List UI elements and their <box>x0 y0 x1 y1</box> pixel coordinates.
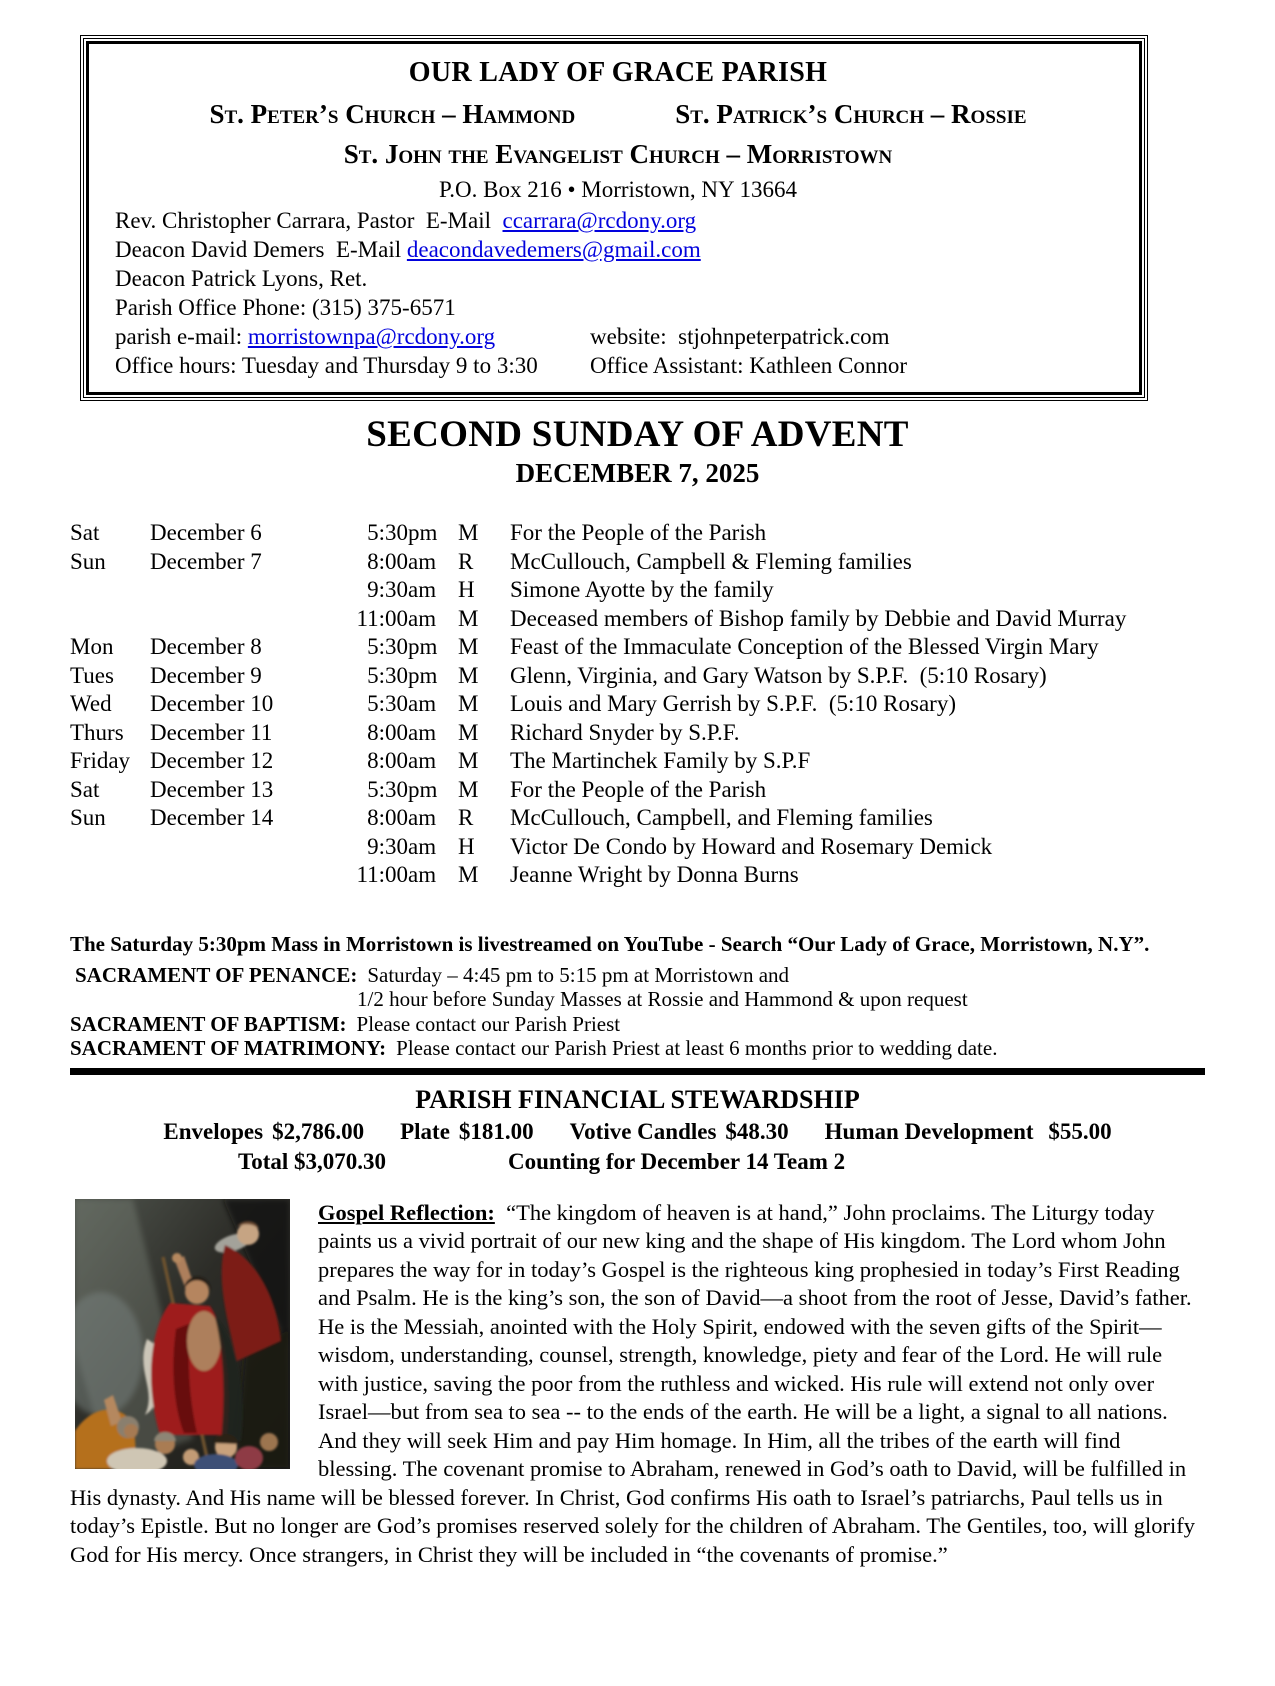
financial-total-label: Total <box>238 1148 289 1174</box>
mass-day: Sun <box>70 548 106 574</box>
mass-date <box>150 605 330 634</box>
mass-schedule-row <box>70 804 1205 833</box>
mass-meridiem: am <box>408 805 437 830</box>
mass-time: 8:00 <box>367 748 408 773</box>
mass-church-code: R <box>458 548 474 574</box>
parish-address: P.O. Box 216 • Morristown, NY 13664 <box>439 177 797 202</box>
mass-church-code: H <box>458 577 475 602</box>
mass-meridiem: pm <box>408 520 438 545</box>
mass-schedule-row <box>70 690 1205 719</box>
mass-time: 9:30 <box>367 833 408 859</box>
mass-schedule-row <box>70 833 1205 862</box>
mass-intention: Feast of the Immaculate Conception of the Blessed Virgin Mary <box>510 634 1099 659</box>
hours-assistant-row <box>115 351 1121 380</box>
mass-intention: Richard Snyder by S.P.F. <box>510 719 740 745</box>
mass-intention: Louis and Mary Gerrish by S.P.F. (5:10 Rosary) <box>510 691 956 716</box>
pastor-email-link[interactable]: ccarrara@rcdony.org <box>502 208 697 233</box>
penance-row <box>70 963 1205 988</box>
mass-time: 5:30 <box>367 776 408 802</box>
mass-date: December 12 <box>150 748 274 773</box>
mass-schedule-row <box>70 719 1205 748</box>
deacon-line <box>115 235 1121 264</box>
mass-meridiem: am <box>408 862 437 887</box>
mass-time: 8:00 <box>367 805 408 830</box>
church-morristown: St. John the Evangelist Church – Morristown <box>343 139 893 169</box>
john-the-baptist-preaching-painting <box>75 1199 290 1469</box>
mass-date: December 8 <box>150 634 262 659</box>
financial-item-human-dev <box>825 1117 1112 1147</box>
mass-meridiem: am <box>408 605 437 631</box>
financial-item-label: Human Development <box>824 1118 1034 1144</box>
financial-item-envelopes <box>163 1117 364 1147</box>
livestream-note: The Saturday 5:30pm Mass in Morristown is livestreamed on YouTube - Search “Our Lady of Grace, Morristown, N.Y”. <box>70 931 1150 956</box>
mass-schedule-row <box>70 633 1205 662</box>
mass-day: Wed <box>70 691 112 716</box>
mass-day: Sat <box>70 520 100 545</box>
mass-church-code: M <box>458 691 479 716</box>
mass-date: December 14 <box>150 805 274 830</box>
parish-header-box <box>80 35 1148 401</box>
penance-text-2: 1/2 hour before Sunday Masses at Rossie and Hammond & upon request <box>357 987 968 1011</box>
deacon-ret-line: Deacon Patrick Lyons, Ret. <box>115 266 368 291</box>
sacraments-section <box>70 963 1205 1061</box>
financial-item-value: $48.30 <box>725 1118 789 1144</box>
mass-intention: Simone Ayotte by the family <box>510 577 774 602</box>
mass-schedule-row <box>70 747 1205 776</box>
office-hours-text: Office hours: Tuesday and Thursday 9 to 3:30 <box>115 353 538 378</box>
office-phone-line: Parish Office Phone: (315) 375-6571 <box>115 295 456 320</box>
office-assistant-text: Office Assistant: Kathleen Connor <box>590 353 908 378</box>
parish-title: OUR LADY OF GRACE PARISH <box>408 57 828 88</box>
mass-date: December 7 <box>150 548 262 574</box>
financial-total <box>70 1147 386 1177</box>
mass-date <box>150 833 330 862</box>
mass-meridiem: pm <box>408 662 438 688</box>
mass-date <box>150 576 330 605</box>
mass-date: December 9 <box>150 662 262 688</box>
mass-time: 9:30 <box>367 577 408 602</box>
header-border-mid <box>83 38 1145 398</box>
mass-day: Friday <box>70 748 131 773</box>
mass-time: 5:30 <box>367 662 408 688</box>
parish-email-label: parish e-mail: <box>115 324 248 349</box>
section-divider-rule <box>70 1068 1205 1075</box>
mass-meridiem: am <box>408 577 437 602</box>
sunday-title: SECOND SUNDAY OF ADVENT <box>366 414 909 455</box>
mass-date: December 13 <box>150 776 274 802</box>
mass-time: 8:00 <box>367 548 408 574</box>
mass-schedule-row <box>70 861 1205 890</box>
penance-label: SACRAMENT OF PENANCE: <box>75 962 358 987</box>
mass-church-code: M <box>458 719 479 745</box>
financial-title: PARISH FINANCIAL STEWARDSHIP <box>415 1084 860 1114</box>
mass-time: 8:00 <box>367 719 408 745</box>
mass-day <box>70 605 150 634</box>
mass-intention: Glenn, Virginia, and Gary Watson by S.P.F. (5:10 Rosary) <box>510 662 1047 688</box>
mass-church-code: M <box>458 776 479 802</box>
mass-church-code: H <box>458 833 475 859</box>
parish-email-line <box>115 322 590 351</box>
mass-day <box>70 861 150 890</box>
financial-item-value: $2,786.00 <box>272 1118 365 1144</box>
website-text: website: stjohnpeterpatrick.com <box>590 324 890 349</box>
mass-date: December 11 <box>150 719 273 745</box>
bulletin-page <box>0 35 1275 1569</box>
gospel-reflection-section <box>70 1199 1205 1570</box>
mass-church-code: M <box>458 605 479 631</box>
mass-church-code: M <box>458 862 479 887</box>
mass-church-code: M <box>458 634 479 659</box>
church-names-row <box>115 94 1121 134</box>
matrimony-label: SACRAMENT OF MATRIMONY: <box>70 1036 387 1060</box>
mass-day: Sat <box>70 776 100 802</box>
mass-intention: The Martinchek Family by S.P.F <box>510 748 811 773</box>
mass-day <box>70 833 150 862</box>
mass-day: Tues <box>70 662 114 688</box>
financial-total-value: $3,070.30 <box>294 1148 387 1174</box>
mass-church-code: M <box>458 520 479 545</box>
mass-day <box>70 576 150 605</box>
financial-item-value: $181.00 <box>458 1118 534 1144</box>
mass-date <box>150 861 330 890</box>
mass-intention: For the People of the Parish <box>510 520 767 545</box>
mass-day: Thurs <box>70 719 124 745</box>
sunday-date: DECEMBER 7, 2025 <box>515 458 760 488</box>
mass-church-code: R <box>458 805 474 830</box>
mass-meridiem: am <box>408 691 437 716</box>
penance-text: Saturday – 4:45 pm to 5:15 pm at Morristown and <box>367 962 790 987</box>
mass-meridiem: am <box>408 748 437 773</box>
mass-date: December 10 <box>150 691 274 716</box>
pastor-line <box>115 206 1121 235</box>
deacon-name: Deacon David Demers E-Mail <box>115 237 407 262</box>
mass-intention: Deceased members of Bishop family by Debbie and David Murray <box>510 605 1127 631</box>
mass-schedule-row <box>70 605 1205 634</box>
deacon-email-link[interactable]: deacondavedemers@gmail.com <box>406 237 701 262</box>
mass-intention: McCullouch, Campbell, and Fleming families <box>510 805 933 830</box>
baptism-label: SACRAMENT OF BAPTISM: <box>70 1011 347 1036</box>
financial-item-votive <box>570 1117 789 1147</box>
mass-schedule-row <box>70 519 1205 548</box>
gospel-label: Gospel Reflection: <box>318 1199 495 1225</box>
mass-church-code: M <box>458 748 479 773</box>
financial-item-plate <box>400 1117 534 1147</box>
mass-time: 11:00 <box>356 605 408 631</box>
header-border-inner <box>86 41 1142 395</box>
mass-intention: Victor De Condo by Howard and Rosemary Demick <box>510 833 993 859</box>
baptism-row <box>70 1012 1205 1037</box>
parish-email-link[interactable]: morristownpa@rcdony.org <box>247 324 496 349</box>
mass-schedule-row <box>70 662 1205 691</box>
mass-schedule-table <box>70 519 1205 890</box>
church-hammond: St. Peter’s Church – Hammond <box>209 99 576 129</box>
mass-church-code: M <box>458 662 479 688</box>
financial-item-value: $55.00 <box>1042 1118 1112 1144</box>
mass-meridiem: pm <box>408 776 438 802</box>
mass-intention: McCullouch, Campbell & Fleming families <box>510 548 912 574</box>
mass-day: Sun <box>70 805 106 830</box>
mass-time: 11:00 <box>356 862 408 887</box>
financial-item-label: Envelopes <box>163 1118 264 1144</box>
matrimony-text: Please contact our Parish Priest at least 6 months prior to wedding date. <box>396 1036 998 1060</box>
mass-meridiem: am <box>408 719 437 745</box>
church-rossie: St. Patrick’s Church – Rossie <box>675 99 1027 129</box>
baptism-text: Please contact our Parish Priest <box>356 1011 621 1036</box>
mass-date: December 6 <box>150 520 262 545</box>
mass-meridiem: pm <box>408 634 438 659</box>
penance-row-2 <box>70 987 1205 1012</box>
financial-items-row <box>70 1117 1205 1147</box>
mass-time: 5:30 <box>367 634 408 659</box>
pastor-name: Rev. Christopher Carrara, Pastor E-Mail <box>115 208 503 233</box>
email-website-row <box>115 322 1121 351</box>
mass-meridiem: am <box>408 833 437 859</box>
mass-intention: Jeanne Wright by Donna Burns <box>510 862 799 887</box>
mass-intention: For the People of the Parish <box>510 776 767 802</box>
mass-time: 5:30 <box>367 520 408 545</box>
mass-schedule-row <box>70 548 1205 577</box>
financial-item-label: Plate <box>400 1118 450 1144</box>
financial-counting: Counting for December 14 Team 2 <box>508 1148 846 1174</box>
mass-meridiem: am <box>408 548 437 574</box>
matrimony-row <box>70 1036 1205 1061</box>
gospel-text: “The kingdom of heaven is at hand,” John proclaims. The Liturgy today paints us a vivid portrait of our new king and the shape of His kingdom. The Lord whom John prepares the way for in today’s Gospel is the righteous king prophesied in today’s First Reading and Psalm. He is the king’s son, the son of David—a shoot from the root of Jesse, David’s father. He is the Messiah, anointed with the Holy Spirit, endowed with the seven gifts of the Spirit—wisdom, understanding, counsel, strength, knowledge, piety and fear of the Lord. He will rule with justice, saving the poor from the ruthless and wicked. His rule will extend not only over Israel—but from sea to sea -- to the ends of the earth. He will be a light, a signal to all nations. And they will seek Him and pay Him homage. In Him, all the tribes of the earth will find blessing. The covenant promise to Abraham, renewed in God’s oath to David, will be fulfilled in His dynasty. And His name will be blessed forever. In Christ, God confirms His oath to Israel’s patriarchs, Paul tells us in today’s Epistle. But no longer are God’s promises reserved solely for the children of Abraham. The Gentiles, too, will glorify God for His mercy. Once strangers, in Christ they will be included in “the covenants of promise.” <box>70 1199 1201 1567</box>
financial-item-label: Votive Candles <box>569 1118 717 1144</box>
mass-day: Mon <box>70 634 114 659</box>
mass-time: 5:30 <box>367 691 408 716</box>
financial-total-row <box>70 1147 1205 1177</box>
mass-schedule-row <box>70 576 1205 605</box>
mass-schedule-row <box>70 776 1205 805</box>
